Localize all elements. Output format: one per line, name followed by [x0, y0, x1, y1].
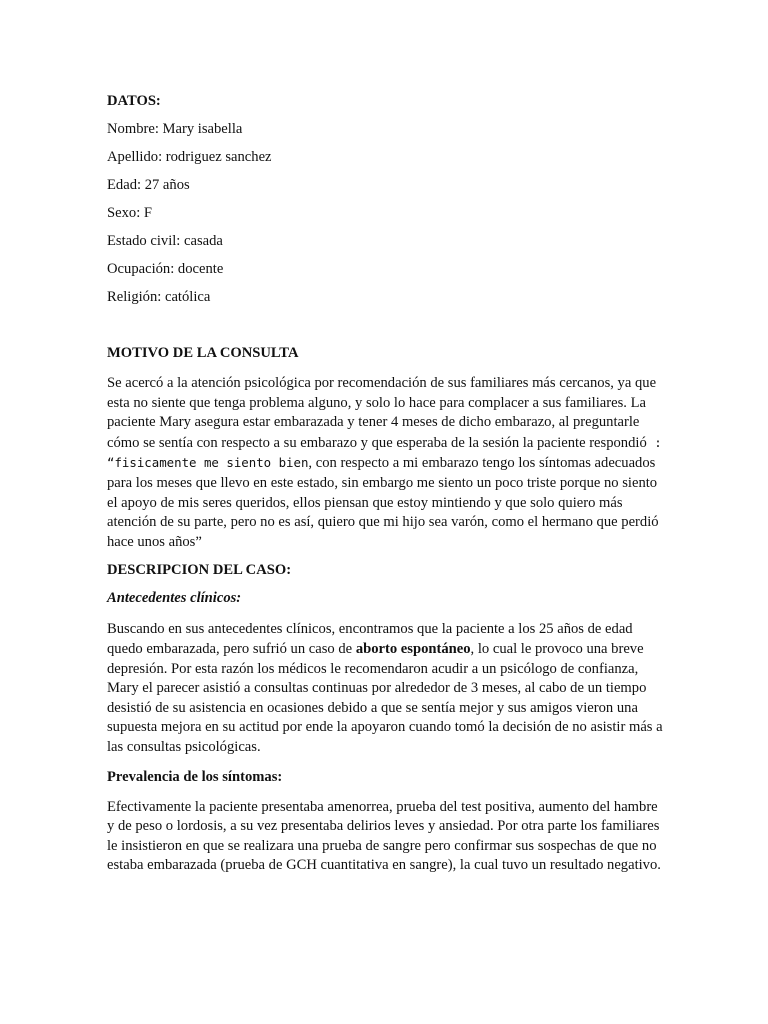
descripcion-heading: DESCRIPCION DEL CASO:	[107, 562, 292, 579]
field-edad: Edad: 27 años	[107, 177, 190, 193]
antecedentes-subheading: Antecedentes clínicos:	[107, 590, 242, 607]
antecedentes-text-before: Buscando en sus antecedentes clínicos, encontramos que la paciente a los 25 años de edad quedo embarazada, pero sufrió un caso de	[107, 621, 633, 657]
aborto-espontaneo-bold: aborto espontáneo	[355, 640, 471, 657]
motivo-text-after: , con respecto a mi embarazo tengo los síntomas adecuados para los meses que llevo en este estado, sin embargo me siento un poco triste porque no siento el apoyo de mis seres queridos, ellos piensan que estoy mintiendo y que solo quiero más atención de su parte, pero no es así, quiero que mi hijo sea varón, como el hermano que perdió hace unos años”	[107, 455, 659, 550]
prevalencia-subheading: Prevalencia de los síntomas:	[107, 768, 283, 785]
motivo-heading: MOTIVO DE LA CONSULTA	[107, 345, 299, 361]
antecedentes-paragraph	[107, 620, 667, 757]
field-estado-civil: Estado civil: casada	[107, 233, 223, 249]
motivo-paragraph	[107, 374, 667, 552]
datos-list	[107, 120, 667, 307]
field-ocupacion: Ocupación: docente	[107, 261, 224, 277]
prevalencia-paragraph: Efectivamente la paciente presentaba amenorrea, prueba del test positiva, aumento del hambre y de peso o lordosis, a su vez presentaba delirios leves y ansiedad. Por otra parte los familiares le insistieron en que se realizara una prueba de sangre pero confirmar sus sospechas de que no estaba embarazada (prueba de GCH cuantitativa en sangre), la cual tuvo un resultado negativo.	[107, 798, 661, 874]
field-religion: Religión: católica	[107, 289, 211, 305]
field-nombre: Nombre: Mary isabella	[107, 121, 243, 137]
datos-heading: DATOS:	[107, 93, 161, 109]
antecedentes-text-after: , lo cual le provoco una breve depresión. Por esta razón los médicos le recomendaron acudir a un psicólogo de confianza, Mary el parecer asistió a consultas continuas por alrededor de 3 meses, al cabo de un tiempo desistió de su asistencia en ocasiones debido a que se sentía mejor y sus amigos vieron una supuesta mejora en su actitud por ende la apoyaron cuando tomó la decisión de no asistir más a las consultas psicológicas.	[107, 640, 663, 755]
motivo-quote-handwritten: : “fisicamente me siento bien	[107, 434, 662, 471]
field-apellido: Apellido: rodriguez sanchez	[107, 149, 272, 165]
document-page	[107, 92, 667, 876]
field-sexo: Sexo: F	[107, 205, 153, 221]
motivo-text-before: Se acercó a la atención psicológica por recomendación de sus familiares más cercanos, ya que esta no siente que tenga problema alguno, y solo lo hace para complacer a sus familiares. La paciente Mary asegura estar embarazada y tener 4 meses de dicho embarazo, al preguntarle cómo se sentía con respecto a su embarazo y que esperaba de la sesión la paciente respondió	[107, 375, 657, 451]
